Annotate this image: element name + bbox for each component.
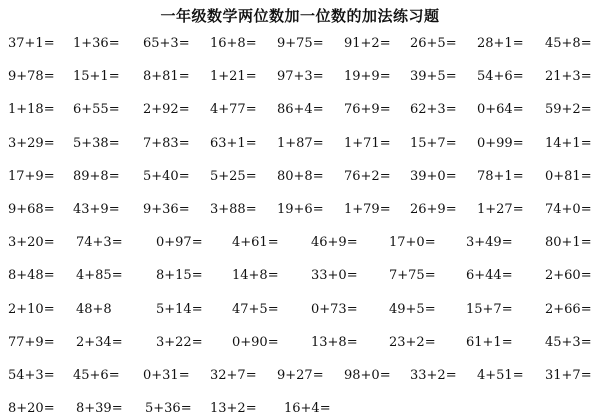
problem-row: [0, 234, 600, 252]
addition-problem: 17+0=: [389, 235, 436, 251]
addition-problem: 21+3=: [545, 69, 592, 85]
addition-problem: 5+14=: [156, 301, 203, 317]
addition-problem: 1+79=: [344, 202, 391, 217]
addition-problem: 0+64=: [477, 102, 524, 118]
addition-problem: 2+92=: [143, 102, 190, 118]
addition-problem: 37+1=: [8, 36, 55, 51]
problem-row: [0, 68, 600, 86]
addition-problem: 63+1=: [210, 135, 257, 151]
addition-problem: 76+2=: [344, 168, 391, 184]
addition-problem: 26+9=: [410, 202, 457, 217]
problem-row: [0, 301, 600, 319]
addition-problem: 31+7=: [545, 368, 592, 383]
addition-problem: 76+9=: [344, 102, 391, 118]
addition-problem: 1+21=: [210, 69, 257, 85]
addition-problem: 9+68=: [8, 202, 55, 217]
addition-problem: 1+36=: [73, 36, 120, 51]
addition-problem: 6+44=: [466, 268, 513, 284]
addition-problem: 80+1=: [545, 235, 592, 251]
addition-problem: 4+85=: [76, 268, 123, 284]
addition-problem: 33+2=: [410, 368, 457, 383]
addition-problem: 2+60=: [545, 268, 592, 284]
problem-row: [0, 101, 600, 119]
addition-problem: 4+51=: [477, 368, 524, 383]
problem-row: [0, 267, 600, 285]
addition-problem: 9+75=: [277, 36, 324, 51]
addition-problem: 26+5=: [410, 36, 457, 51]
addition-problem: 8+15=: [156, 268, 203, 284]
addition-problem: 19+6=: [277, 202, 324, 217]
addition-problem: 74+0=: [545, 202, 592, 217]
addition-problem: 91+2=: [344, 36, 391, 51]
addition-problem: 9+78=: [8, 69, 55, 85]
addition-problem: 46+9=: [311, 235, 358, 251]
addition-problem: 9+36=: [143, 202, 190, 217]
addition-problem: 7+83=: [143, 135, 190, 151]
addition-problem: 6+55=: [73, 102, 120, 118]
addition-problem: 77+9=: [8, 334, 55, 350]
addition-problem: 3+29=: [8, 135, 55, 151]
addition-problem: 86+4=: [277, 102, 324, 118]
addition-problem: 61+1=: [466, 334, 513, 350]
addition-problem: 54+6=: [477, 69, 524, 85]
addition-problem: 0+99=: [477, 135, 524, 151]
addition-problem: 48+8: [76, 301, 112, 317]
addition-problem: 0+31=: [143, 368, 190, 383]
addition-problem: 9+27=: [277, 368, 324, 383]
addition-problem: 3+88=: [210, 202, 257, 217]
problem-row: [0, 168, 600, 186]
addition-problem: 8+20=: [8, 401, 55, 417]
addition-problem: 4+77=: [210, 102, 257, 118]
addition-problem: 2+34=: [76, 334, 123, 350]
addition-problem: 23+2=: [389, 334, 436, 350]
addition-problem: 14+1=: [545, 135, 592, 151]
addition-problem: 19+9=: [344, 69, 391, 85]
addition-problem: 5+40=: [143, 168, 190, 184]
addition-problem: 3+20=: [8, 235, 55, 251]
addition-problem: 47+5=: [232, 301, 279, 317]
addition-problem: 16+8=: [210, 36, 257, 51]
addition-problem: 59+2=: [545, 102, 592, 118]
addition-problem: 39+0=: [410, 168, 457, 184]
addition-problem: 5+25=: [210, 168, 257, 184]
addition-problem: 1+27=: [477, 202, 524, 217]
addition-problem: 1+18=: [8, 102, 55, 118]
addition-problem: 2+66=: [545, 301, 592, 317]
addition-problem: 5+36=: [145, 401, 192, 417]
addition-problem: 3+49=: [466, 235, 513, 251]
problem-row: [0, 201, 600, 219]
addition-problem: 4+61=: [232, 235, 279, 251]
addition-problem: 17+9=: [8, 168, 55, 184]
addition-problem: 0+81=: [545, 168, 592, 184]
addition-problem: 39+5=: [410, 69, 457, 85]
addition-problem: 2+10=: [8, 301, 55, 317]
addition-problem: 16+4=: [284, 401, 331, 417]
addition-problem: 15+7=: [410, 135, 457, 151]
problem-row: [0, 135, 600, 153]
addition-problem: 32+7=: [210, 368, 257, 383]
addition-problem: 15+1=: [73, 69, 120, 85]
addition-problem: 65+3=: [143, 36, 190, 51]
worksheet-title: 一年级数学两位数加一位数的加法练习题: [160, 7, 440, 25]
addition-problem: 49+5=: [389, 301, 436, 317]
addition-problem: 62+3=: [410, 102, 457, 118]
addition-problem: 8+81=: [143, 69, 190, 85]
addition-problem: 7+75=: [389, 268, 436, 284]
addition-problem: 74+3=: [76, 235, 123, 251]
addition-problem: 43+9=: [73, 202, 120, 217]
addition-problem: 89+8=: [73, 168, 120, 184]
addition-problem: 14+8=: [232, 268, 279, 284]
addition-problem: 45+6=: [73, 368, 120, 383]
addition-problem: 8+48=: [8, 268, 55, 284]
addition-problem: 33+0=: [311, 268, 358, 284]
problem-row: [0, 35, 600, 53]
addition-problem: 0+73=: [311, 301, 358, 317]
addition-problem: 54+3=: [8, 368, 55, 383]
addition-problem: 45+3=: [545, 334, 592, 350]
addition-problem: 97+3=: [277, 69, 324, 85]
addition-problem: 5+38=: [73, 135, 120, 151]
problem-row: [0, 334, 600, 352]
problem-row: [0, 367, 600, 385]
addition-problem: 28+1=: [477, 36, 524, 51]
addition-problem: 1+87=: [277, 135, 324, 151]
problem-row: [0, 400, 600, 418]
addition-problem: 8+39=: [76, 401, 123, 417]
addition-problem: 0+90=: [232, 334, 279, 350]
addition-problem: 13+8=: [311, 334, 358, 350]
addition-problem: 15+7=: [466, 301, 513, 317]
addition-problem: 80+8=: [277, 168, 324, 184]
addition-problem: 45+8=: [545, 36, 592, 51]
addition-problem: 13+2=: [210, 401, 257, 417]
addition-problem: 1+71=: [344, 135, 391, 151]
addition-problem: 78+1=: [477, 168, 524, 184]
addition-problem: 3+22=: [156, 334, 203, 350]
addition-problem: 98+0=: [344, 368, 391, 383]
addition-problem: 0+97=: [156, 235, 203, 251]
